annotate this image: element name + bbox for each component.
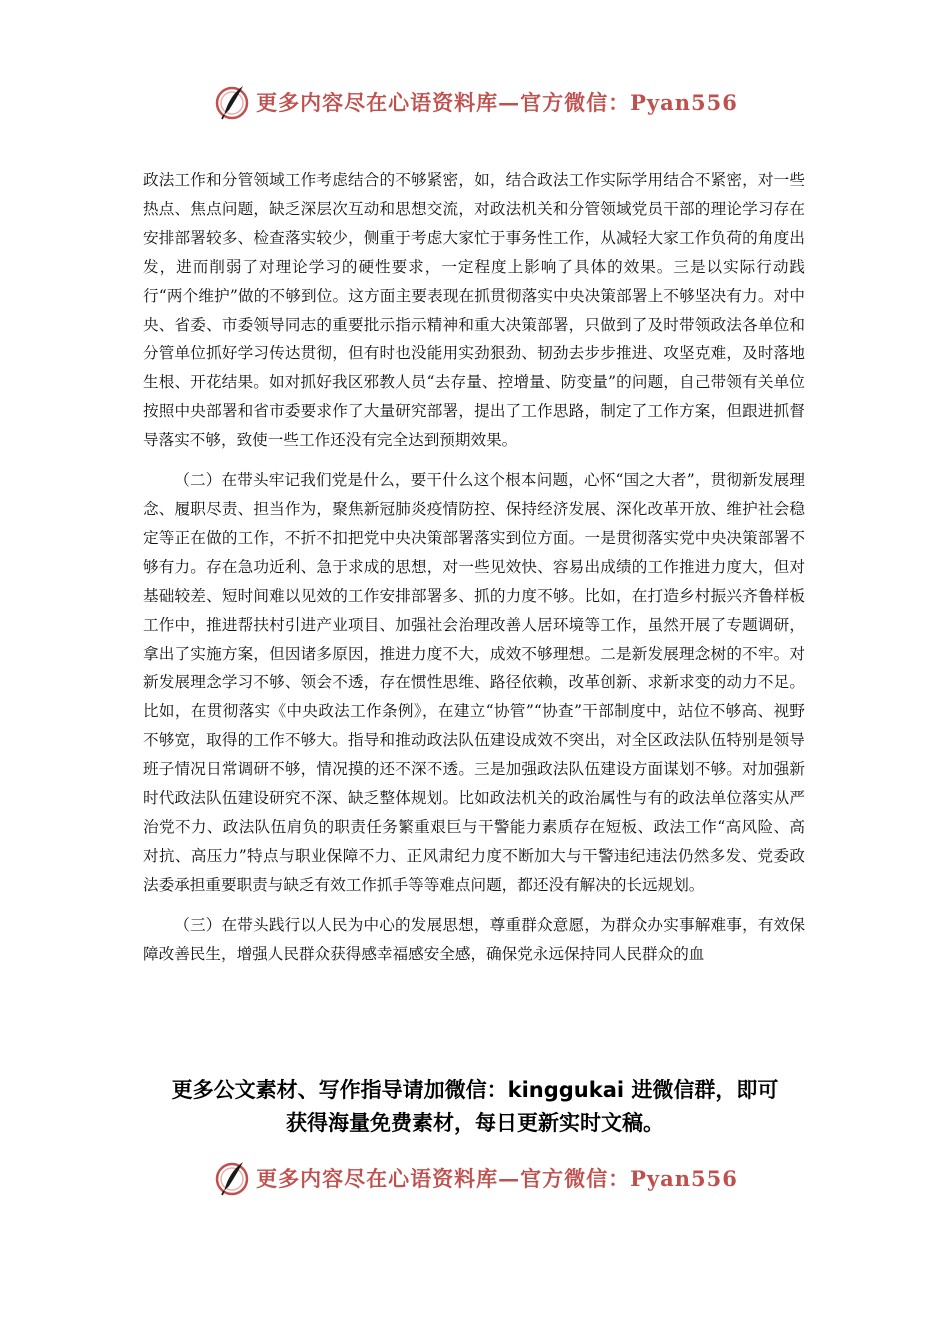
quill-logo-icon — [212, 82, 252, 122]
footer-banner — [0, 1156, 950, 1200]
promo-line-2: 获得海量免费素材，每日更新实时文稿。 — [286, 1111, 664, 1135]
header-banner-text: 更多内容尽在心语资料库—官方微信：Pyan556 — [256, 90, 738, 115]
paragraph-3: （三）在带头践行以人民为中心的发展思想，尊重群众意愿，为群众办实事解难事，有效保障改善民生，增强人民群众获得感幸福感安全感，确保党永远保持同人民群众的血 — [143, 915, 805, 963]
paragraph-1: 政法工作和分管领域工作考虑结合的不够紧密，如，结合政法工作实际学用结合不紧密，对一些热点、焦点问题，缺乏深层次互动和思想交流，对政法机关和分管领域党员干部的理论学习存在安排部署较多、检查落实较少，侧重于考虑大家忙于事务性工作，从减轻大家工作负荷的角度出发，进而削弱了对理论学习的硬性要求，一定程度上影响了具体的效果。三是以实际行动践行“两个维护”做的不够到位。这方面主要表现在抓贯彻落实中央决策部署上不够坚决有力。对中央、省委、市委领导同志的重要批示指示精神和重大决策部署，只做到了及时带领政法各单位和分管单位抓好学习传达贯彻，但有时也没能用实劲狠劲、韧劲去步步推进、攻坚克难，及时落地生根、开花结果。如对抓好我区邪教人员“去存量、控增量、防变量”的问题，自己带领有关单位按照中央部署和省市委要求作了大量研究部署，提出了工作思路，制定了工作方案，但跟进抓督导落实不够，致使一些工作还没有完全达到预期效果。 — [143, 171, 805, 450]
header-banner — [0, 80, 950, 124]
footer-banner-text: 更多内容尽在心语资料库—官方微信：Pyan556 — [256, 1166, 738, 1191]
promo-line-1: 更多公文素材、写作指导请加微信：kinggukai 进微信群，即可 — [171, 1078, 779, 1102]
document-body — [143, 166, 805, 979]
paragraph-2: （二）在带头牢记我们党是什么，要干什么这个根本问题，心怀“国之大者”，贯彻新发展理念、履职尽责、担当作为，聚焦新冠肺炎疫情防控、保持经济发展、深化改革开放、维护社会稳定等正在做的工作，不折不扣把党中央决策部署落实到位方面。一是贯彻落实党中央决策部署不够有力。存在急功近利、急于求成的思想，对一些见效快、容易出成绩的工作推进力度大，但对基础较差、短时间难以见效的工作安排部署多、抓的力度不够。比如，在打造乡村振兴齐鲁样板工作中，推进帮扶村引进产业项目、加强社会治理改善人居环境等工作，虽然开展了专题调研，拿出了实施方案，但因诸多原因，推进力度不大，成效不够理想。二是新发展理念树的不牢。对新发展理念学习不够、领会不透，存在惯性思维、路径依赖，改革创新、求新求变的动力不足。比如，在贯彻落实《中央政法工作条例》，在建立“协管”“协查”干部制度中，站位不够高、视野不够宽，取得的工作不够大。指导和推动政法队伍建设成效不突出，对全区政法队伍特别是领导班子情况日常调研不够，情况摸的还不深不透。三是加强政法队伍建设方面谋划不够。对加强新时代政法队伍建设研究不深、缺乏整体规划。比如政法机关的政治属性与有的政法单位落实从严治党不力、政法队伍肩负的职责任务繁重艰巨与干警能力素质存在短板、政法工作“高风险、高对抗、高压力”特点与职业保障不力、正风肃纪力度不断加大与干警违纪违法仍然多发、党委政法委承担重要职责与缺乏有效工作抓手等等难点问题，都还没有解决的长远规划。 — [143, 471, 805, 894]
promo-notice — [0, 1074, 950, 1140]
quill-logo-icon — [212, 1158, 252, 1198]
